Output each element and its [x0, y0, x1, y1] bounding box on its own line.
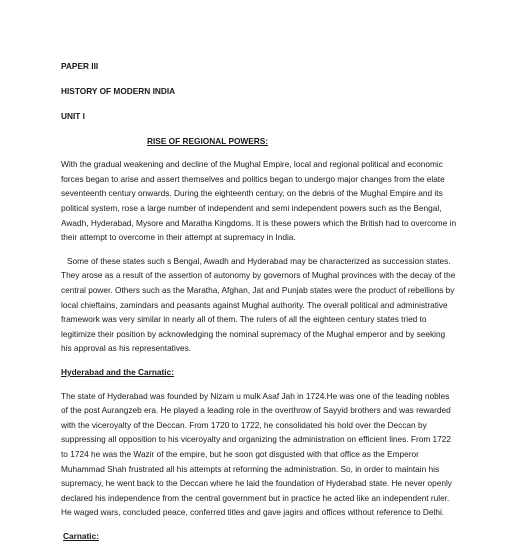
- paragraph-hyderabad: The state of Hyderabad was founded by Nizam u mulk Asaf Jah in 1724.He was one of the leading nobles of the post Aurangzeb era. He played a leading role in the overthrow of Sayyid brothers and was rewarded with the viceroyalty of the Deccan. From 1720 to 1722, he consolidated his hold over the Deccan by suppressing all opposition to his viceroyalty and organizing the administration on efficient lines. From 1722 to 1724 he was the Wazir of the empire, but he soon got disgusted with that office as the Emperor Muhammad Shah frustrated all his attempts at reforming the administration. So, in order to maintain his supremacy, he went back to the Deccan where he laid the foundation of Hyderabad state. He never openly declared his independence from the central government but in practice he acted like an independent ruler. He waged wars, concluded peace, conferred titles and gave jagirs and offices without reference to Delhi.: [61, 390, 452, 518]
- paper-label: PAPER III: [61, 61, 99, 71]
- unit-label: UNIT I: [61, 110, 85, 121]
- heading-carnatic: Carnatic:: [63, 530, 99, 541]
- heading-hyderabad-carnatic: Hyderabad and the Carnatic:: [61, 366, 174, 377]
- paragraph-intro: With the gradual weakening and decline of the Mughal Empire, local and regional political and economic forces began to arise and assert themselves and politics began to undergo major changes from the elate seventeenth century onwards. During the eighteenth century, on the debris of the Mughal Empire and its political system, rose a large number of independent and semi independent powers such as the Bengal, Awadh, Hyderabad, Mysore and Maratha Kingdoms. It is these powers which the British had to overcome in their attempt to overcome in their attempt at supremacy in India.: [61, 159, 457, 243]
- paragraph-succession-states: Some of these states such s Bengal, Awadh and Hyderabad may be characterized as succession states. They arose as a result of the assertion of autonomy by governors of Mughal provinces with the decay of the central power. Others such as the Maratha, Afghan, Jat and Punjab states were the product of rebellions by local chieftains, zamindars and peasants against Mughal authority. The overall political and administrative framework was very similar in nearly all of them. The rulers of all the eighteen century states tried to legitimize their position by acknowledging the nominal supremacy of the Mughal emperor and by seeking his approval as his representatives.: [61, 255, 456, 354]
- course-title: HISTORY OF MODERN INDIA: [61, 85, 176, 96]
- section-title: RISE OF REGIONAL POWERS:: [147, 135, 269, 146]
